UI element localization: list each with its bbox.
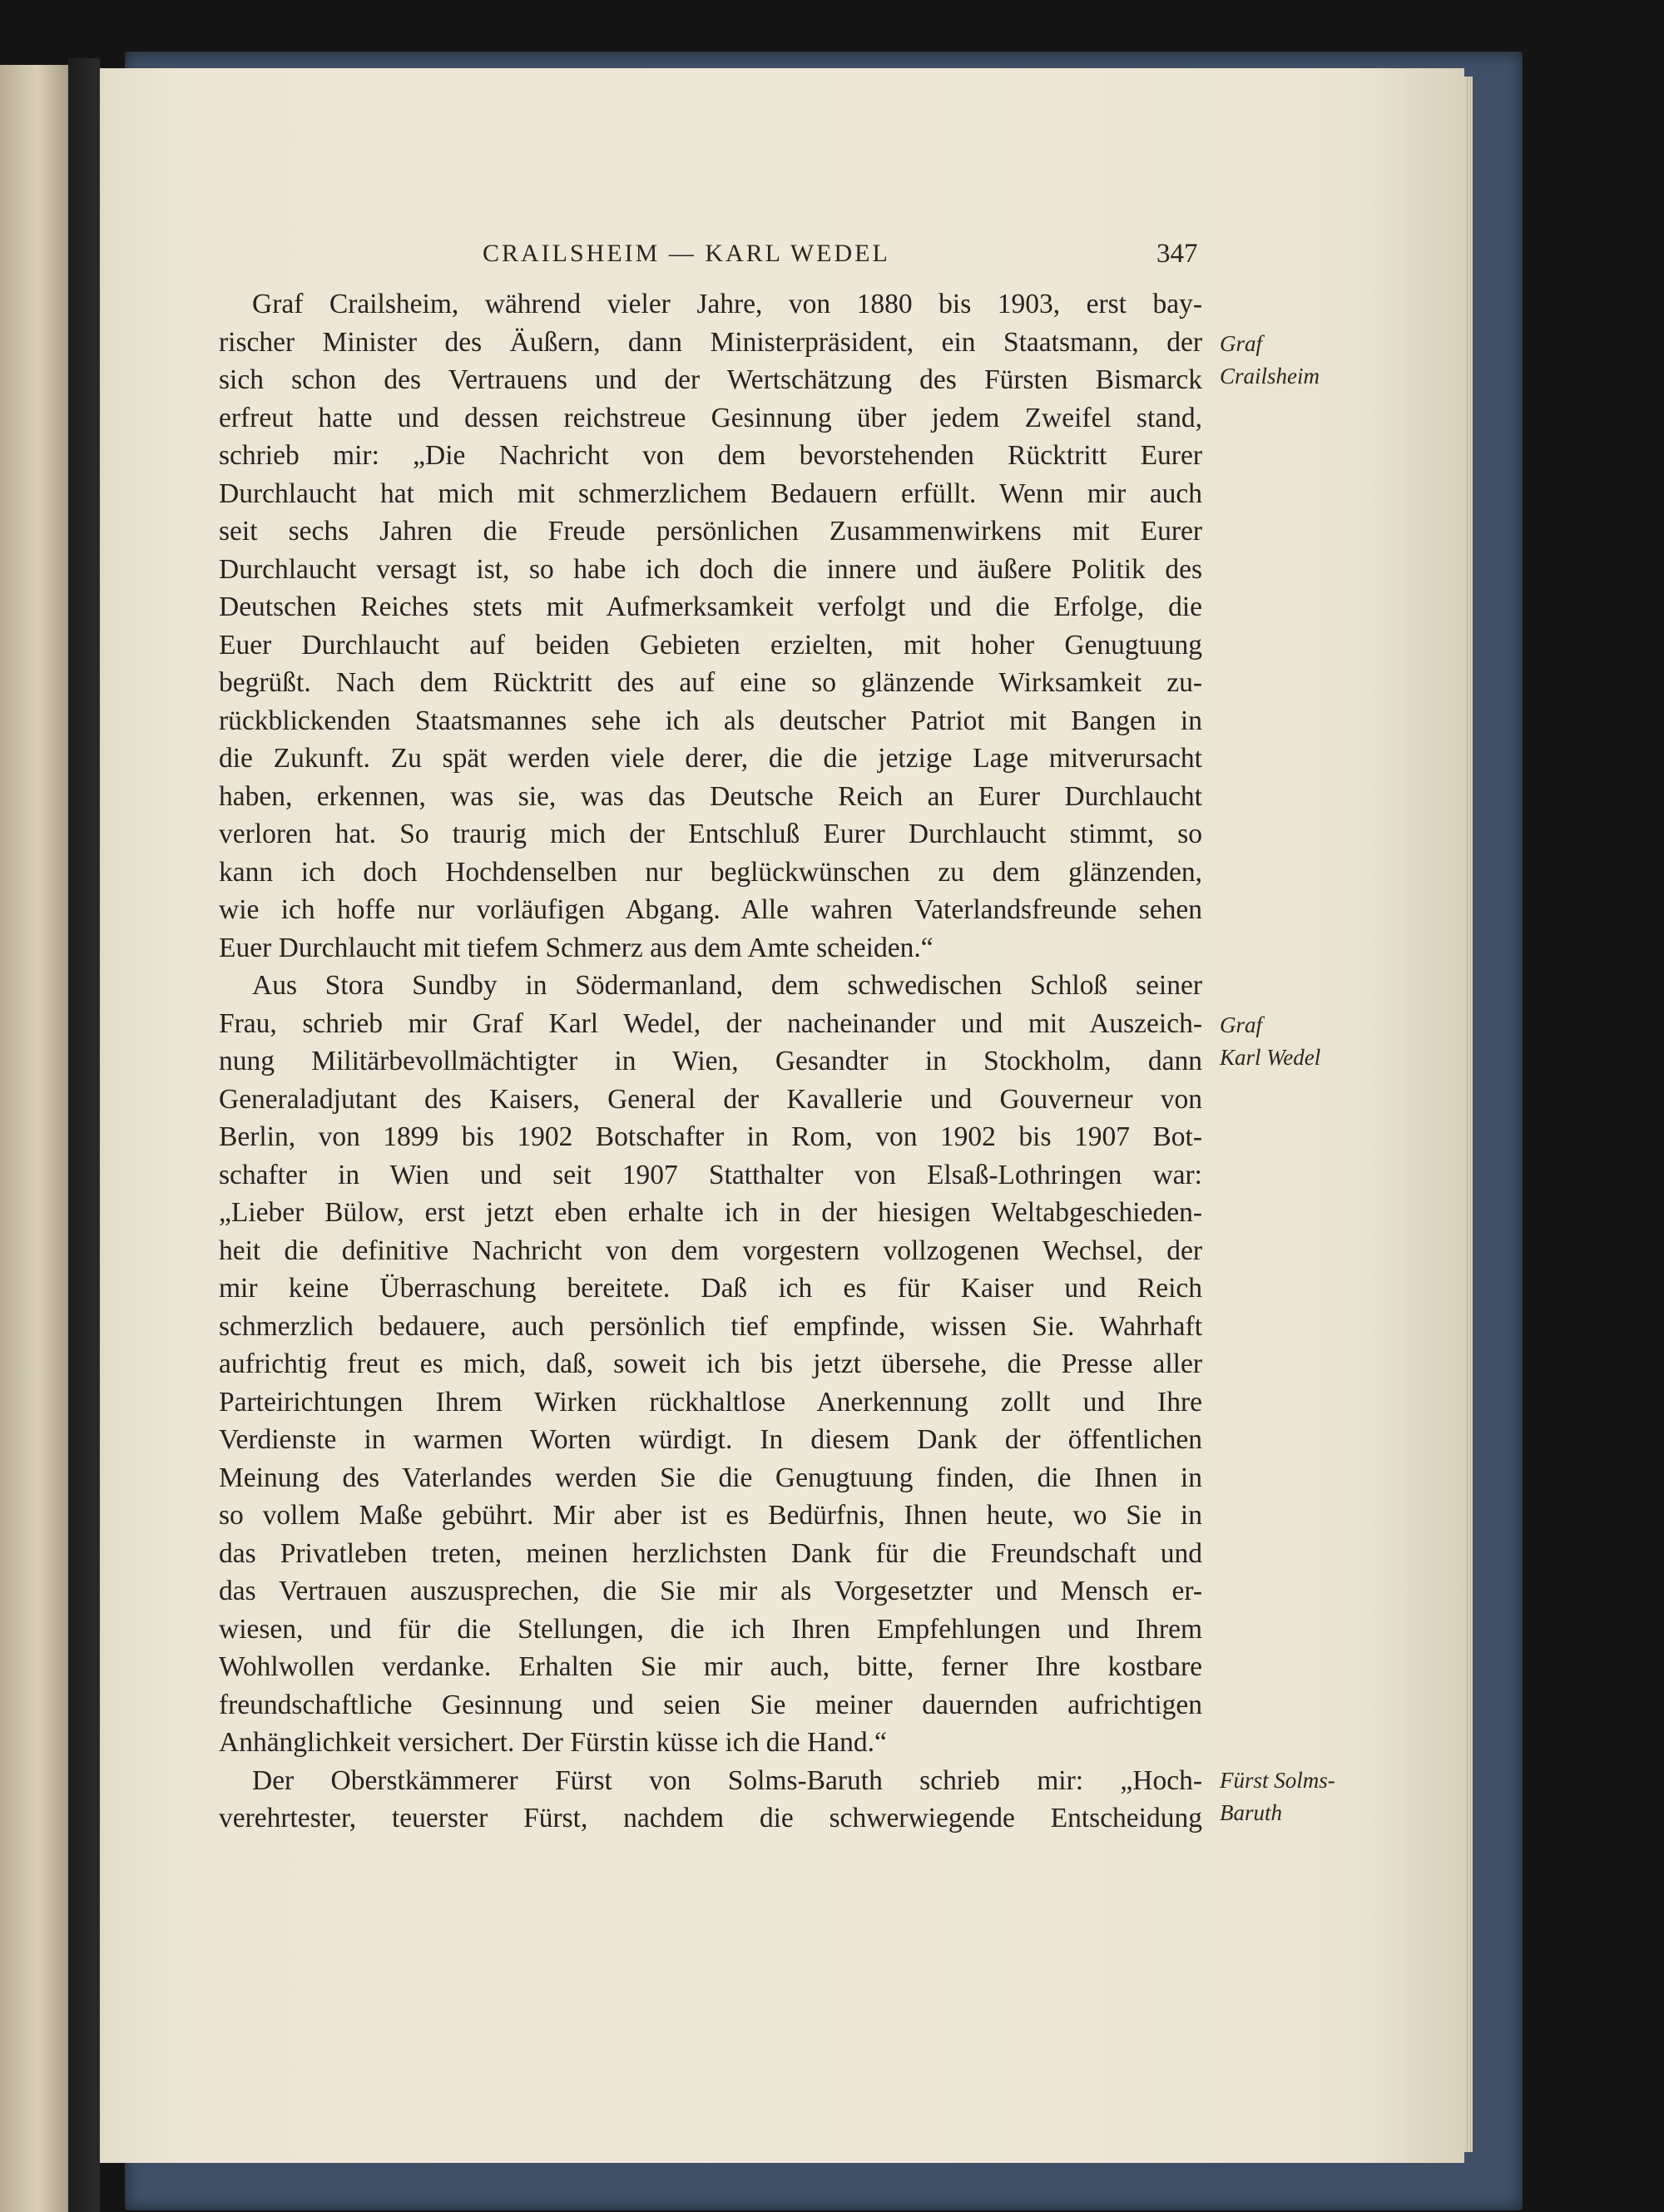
running-head: CRAILSHEIM — KARL WEDEL — [483, 240, 890, 267]
margin-note-line: Baruth — [1220, 1800, 1283, 1825]
text-line: aufrichtig freut es mich, daß, soweit ich bis jetzt übersehe, die Presse aller — [219, 1348, 1202, 1379]
text-line: „Lieber Bülow, erst jetzt eben erhalte ich in der hiesigen Weltabgeschieden- — [219, 1197, 1202, 1228]
book-gutter — [68, 58, 100, 2212]
text-line: Graf Crailsheim, während vieler Jahre, von 1880 bis 1903, erst bay- — [252, 289, 1202, 319]
margin-note-line: Karl Wedel — [1220, 1045, 1321, 1070]
text-line: so vollem Maße gebührt. Mir aber ist es Bedürfnis, Ihnen heute, wo Sie in — [219, 1500, 1202, 1531]
text-line: Generaladjutant des Kaisers, General der Kavallerie und Gouverneur von — [219, 1083, 1202, 1115]
margin-note-crailsheim — [1220, 328, 1320, 393]
text-line: Durchlaucht versagt ist, so habe ich doch die innere und äußere Politik des — [219, 553, 1202, 585]
text-line: Frau, schrieb mir Graf Karl Wedel, der nacheinander und mit Auszeich- — [219, 1007, 1202, 1039]
text-line: wie ich hoffe nur vorläufigen Abgang. Alle wahren Vaterlandsfreunde sehen — [219, 894, 1202, 925]
text-line: rückblickenden Staatsmannes sehe ich als deutscher Patriot mit Bangen in — [219, 705, 1202, 736]
text-line: freundschaftliche Gesinnung und seien Sie meiner dauernden aufrichtigen — [219, 1689, 1202, 1720]
text-line: Euer Durchlaucht auf beiden Gebieten erzielten, mit hoher Genugtuung — [219, 629, 1202, 661]
margin-note-line: Crailsheim — [1220, 364, 1320, 388]
text-line: die Zukunft. Zu spät werden viele derer, die die jetzige Lage mitverursacht — [219, 743, 1202, 774]
previous-page-edge — [0, 65, 68, 2212]
body-text — [219, 285, 1202, 1838]
text-line: sich schon des Vertrauens und der Wertschätzung des Fürsten Bismarck — [219, 364, 1202, 395]
text-line: Anhänglichkeit versichert. Der Fürstin küsse ich die Hand.“ — [219, 1727, 887, 1758]
text-line: das Privatleben treten, meinen herzlichsten Dank für die Freundschaft und — [219, 1537, 1202, 1569]
margin-note-line: Graf — [1220, 1012, 1263, 1037]
margin-note-karl-wedel — [1220, 1009, 1320, 1074]
text-line: verloren hat. So traurig mich der Entschluß Eurer Durchlaucht stimmt, so — [219, 819, 1202, 849]
text-line: Durchlaucht hat mich mit schmerzlichem Bedauern erfüllt. Wenn mir auch — [219, 478, 1202, 509]
text-line: Aus Stora Sundby in Södermanland, dem schwedischen Schloß seiner — [252, 970, 1202, 1001]
text-line: Deutschen Reiches stets mit Aufmerksamkeit verfolgt und die Erfolge, die — [219, 591, 1202, 622]
text-line: Wohlwollen verdanke. Erhalten Sie mir auch, bitte, ferner Ihre kostbare — [219, 1651, 1202, 1682]
margin-note-line: Fürst Solms- — [1220, 1768, 1335, 1793]
text-line: Verdienste in warmen Worten würdigt. In diesem Dank der öffentlichen — [219, 1424, 1202, 1455]
text-line: heit die definitive Nachricht von dem vorgestern vollzogenen Wechsel, der — [219, 1235, 1202, 1266]
text-line: Berlin, von 1899 bis 1902 Botschafter in Rom, von 1902 bis 1907 Bot- — [219, 1121, 1202, 1152]
text-line: schrieb mir: „Die Nachricht von dem bevorstehenden Rücktritt Eurer — [219, 440, 1202, 471]
text-line: Der Oberstkämmerer Fürst von Solms-Baruth schrieb mir: „Hoch- — [252, 1764, 1202, 1796]
text-line: Parteirichtungen Ihrem Wirken rückhaltlose Anerkennung zollt und Ihre — [219, 1386, 1202, 1418]
text-line: nung Militärbevollmächtigter in Wien, Gesandter in Stockholm, dann — [219, 1046, 1202, 1076]
text-line: seit sechs Jahren die Freude persönlichen Zusammenwirkens mit Eurer — [219, 516, 1202, 547]
margin-note-solms-baruth — [1220, 1764, 1335, 1829]
text-line: rischer Minister des Äußern, dann Ministerpräsident, ein Staatsmann, der — [219, 326, 1202, 358]
text-line: Meinung des Vaterlandes werden Sie die Genugtuung finden, die Ihnen in — [219, 1462, 1202, 1493]
text-line: schafter in Wien und seit 1907 Statthalter von Elsaß-Lothringen war: — [219, 1159, 1202, 1190]
text-line: Euer Durchlaucht mit tiefem Schmerz aus dem Amte scheiden.“ — [219, 932, 934, 963]
page-number: 347 — [1156, 239, 1198, 269]
text-line: wiesen, und für die Stellungen, die ich Ihren Empfehlungen und Ihrem — [219, 1613, 1202, 1645]
text-line: mir keine Überraschung bereitete. Daß ich es für Kaiser und Reich — [219, 1273, 1202, 1304]
margin-note-line: Graf — [1220, 331, 1263, 356]
text-line: begrüßt. Nach dem Rücktritt des auf eine so glänzende Wirksamkeit zu- — [219, 667, 1202, 698]
text-line: haben, erkennen, was sie, was das Deutsche Reich an Eurer Durchlaucht — [219, 780, 1202, 812]
text-line: das Vertrauen auszusprechen, die Sie mir als Vorgesetzter und Mensch er- — [219, 1576, 1202, 1606]
text-line: schmerzlich bedauere, auch persönlich tief empfinde, wissen Sie. Wahrhaft — [219, 1310, 1202, 1342]
text-line: verehrtester, teuerster Fürst, nachdem die schwerwiegende Entscheidung — [219, 1803, 1202, 1833]
text-line: erfreut hatte und dessen reichstreue Gesinnung über jedem Zweifel stand, — [219, 402, 1202, 433]
text-line: kann ich doch Hochdenselben nur beglückwünschen zu dem glänzenden, — [219, 856, 1202, 888]
